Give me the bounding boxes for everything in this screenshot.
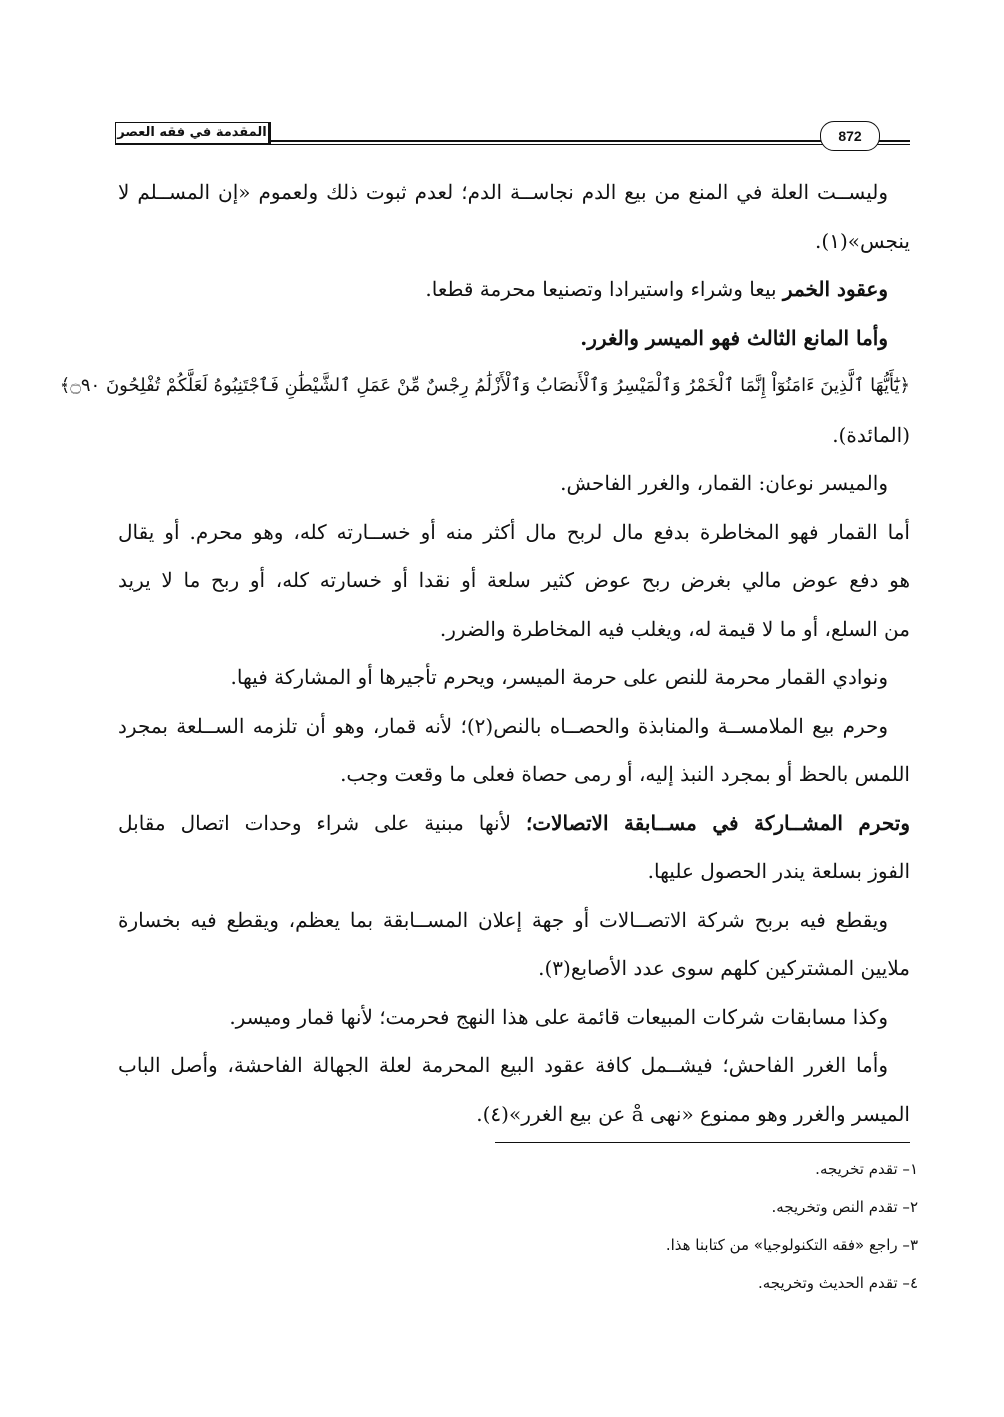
paragraph-line: ويقطع فيه بربح شركة الاتصــالات أو جهة إعلان المســابقة بما يعظم، ويقطع فيه بخسارة [118, 907, 888, 932]
paragraph-line: ينجس»(١). [815, 228, 910, 253]
footnote: ٤– تقدم الحديث وتخريجه. [757, 1274, 918, 1292]
paragraph-line: وليســت العلة في المنع من بيع الدم نجاســة الدم؛ لعدم ثبوت ذلك ولعموم «إن المســلم لا [118, 180, 888, 204]
paragraph-line: أما القمار فهو المخاطرة بدفع مال لربح مال أكثر منه أو خســارته كله، وهو محرم. أو يقال [118, 519, 910, 544]
paragraph-line: هو دفع عوض مالي بغرض ربح عوض كثير سلعة أو نقدا أو خسارته كله، أو ربح ما لا يريد [118, 568, 910, 592]
quran-verse: ﴿يَٰٓأَيُّهَا ٱلَّذِينَ ءَامَنُوٓاْ إِنَّمَا ٱلْخَمْرُ وَٱلْمَيْسِرُ وَٱلْأَنصَابُ وَٱلْأَزْلَٰمُ رِجْسٌ مِّنْ عَمَلِ ٱلشَّيْطَٰنِ فَٱجْتَنِبُوهُ لَعَلَّكُمْ تُفْلِحُونَ ۝٩٠﴾ [59, 375, 910, 396]
paragraph-line: الميسر والغرر وهو ممنوع «نهى å عن بيع الغرر»(٤). [476, 1101, 910, 1126]
body-text [59, 168, 910, 1138]
paragraph-line: ملايين المشتركين كلهم سوى عدد الأصابع(٣). [538, 956, 910, 980]
footnote-separator [495, 1142, 910, 1143]
paragraph-line: وكذا مسابقات شركات المبيعات قائمة على هذا النهج فحرمت؛ لأنها قمار وميسر. [229, 1004, 888, 1029]
bold-lead: وتحرم المشــاركة في مســابقة الاتصالات؛ [525, 810, 910, 835]
section-heading: وأما المانع الثالث فهو الميسر والغرر. [580, 325, 888, 350]
paragraph-line: اللمس بالحظ أو بمجرد النبذ إليه، أو رمى حصاة فعلى ما وقعت وجب. [340, 762, 910, 786]
footnote: ٣– راجع «فقه التكنولوجيا» من كتابنا هذا. [665, 1236, 918, 1254]
paragraph-line [118, 265, 910, 314]
book-title: المقدمة في فقه العصر [115, 122, 271, 144]
paragraph-line: وحرم بيع الملامســة والمنابذة والحصــاه بالنص(٢)؛ لأنه قمار، وهو أن تلزمه الســلعة بمجرد [118, 713, 889, 738]
footnotes [118, 1150, 918, 1302]
paragraph-line [118, 799, 910, 848]
page-header [115, 118, 910, 150]
footnote: ١– تقدم تخريجه. [815, 1160, 918, 1178]
paragraph-line: والميسر نوعان: القمار، والغرر الفاحش. [560, 471, 888, 495]
paragraph-line: ونوادي القمار محرمة للنص على حرمة الميسر، ويحرم تأجيرها أو المشاركة فيها. [230, 665, 888, 689]
paragraph-line: من السلع، أو ما لا قيمة له، ويغلب فيه المخاطرة والضرر. [439, 616, 910, 641]
paragraph-line: الفوز بسلعة يندر الحصول عليها. [647, 859, 910, 883]
paragraph-rest: لأنها مبنية على شراء وحدات اتصال مقابل [118, 810, 526, 835]
footnote: ٢– تقدم النص وتخريجه. [771, 1198, 918, 1216]
bold-lead: وعقود الخمر [782, 277, 888, 301]
paragraph-rest: بيعا وشراء واستيرادا وتصنيعا محرمة قطعا. [425, 277, 783, 301]
verse-reference: (المائدة). [832, 422, 910, 447]
page-number: 872 [820, 121, 880, 151]
paragraph-line: وأما الغرر الفاحش؛ فيشــمل كافة عقود البيع المحرمة لعلة الجهالة الفاحشة، وأصل الباب [118, 1053, 888, 1077]
header-rule-thin [115, 144, 910, 145]
